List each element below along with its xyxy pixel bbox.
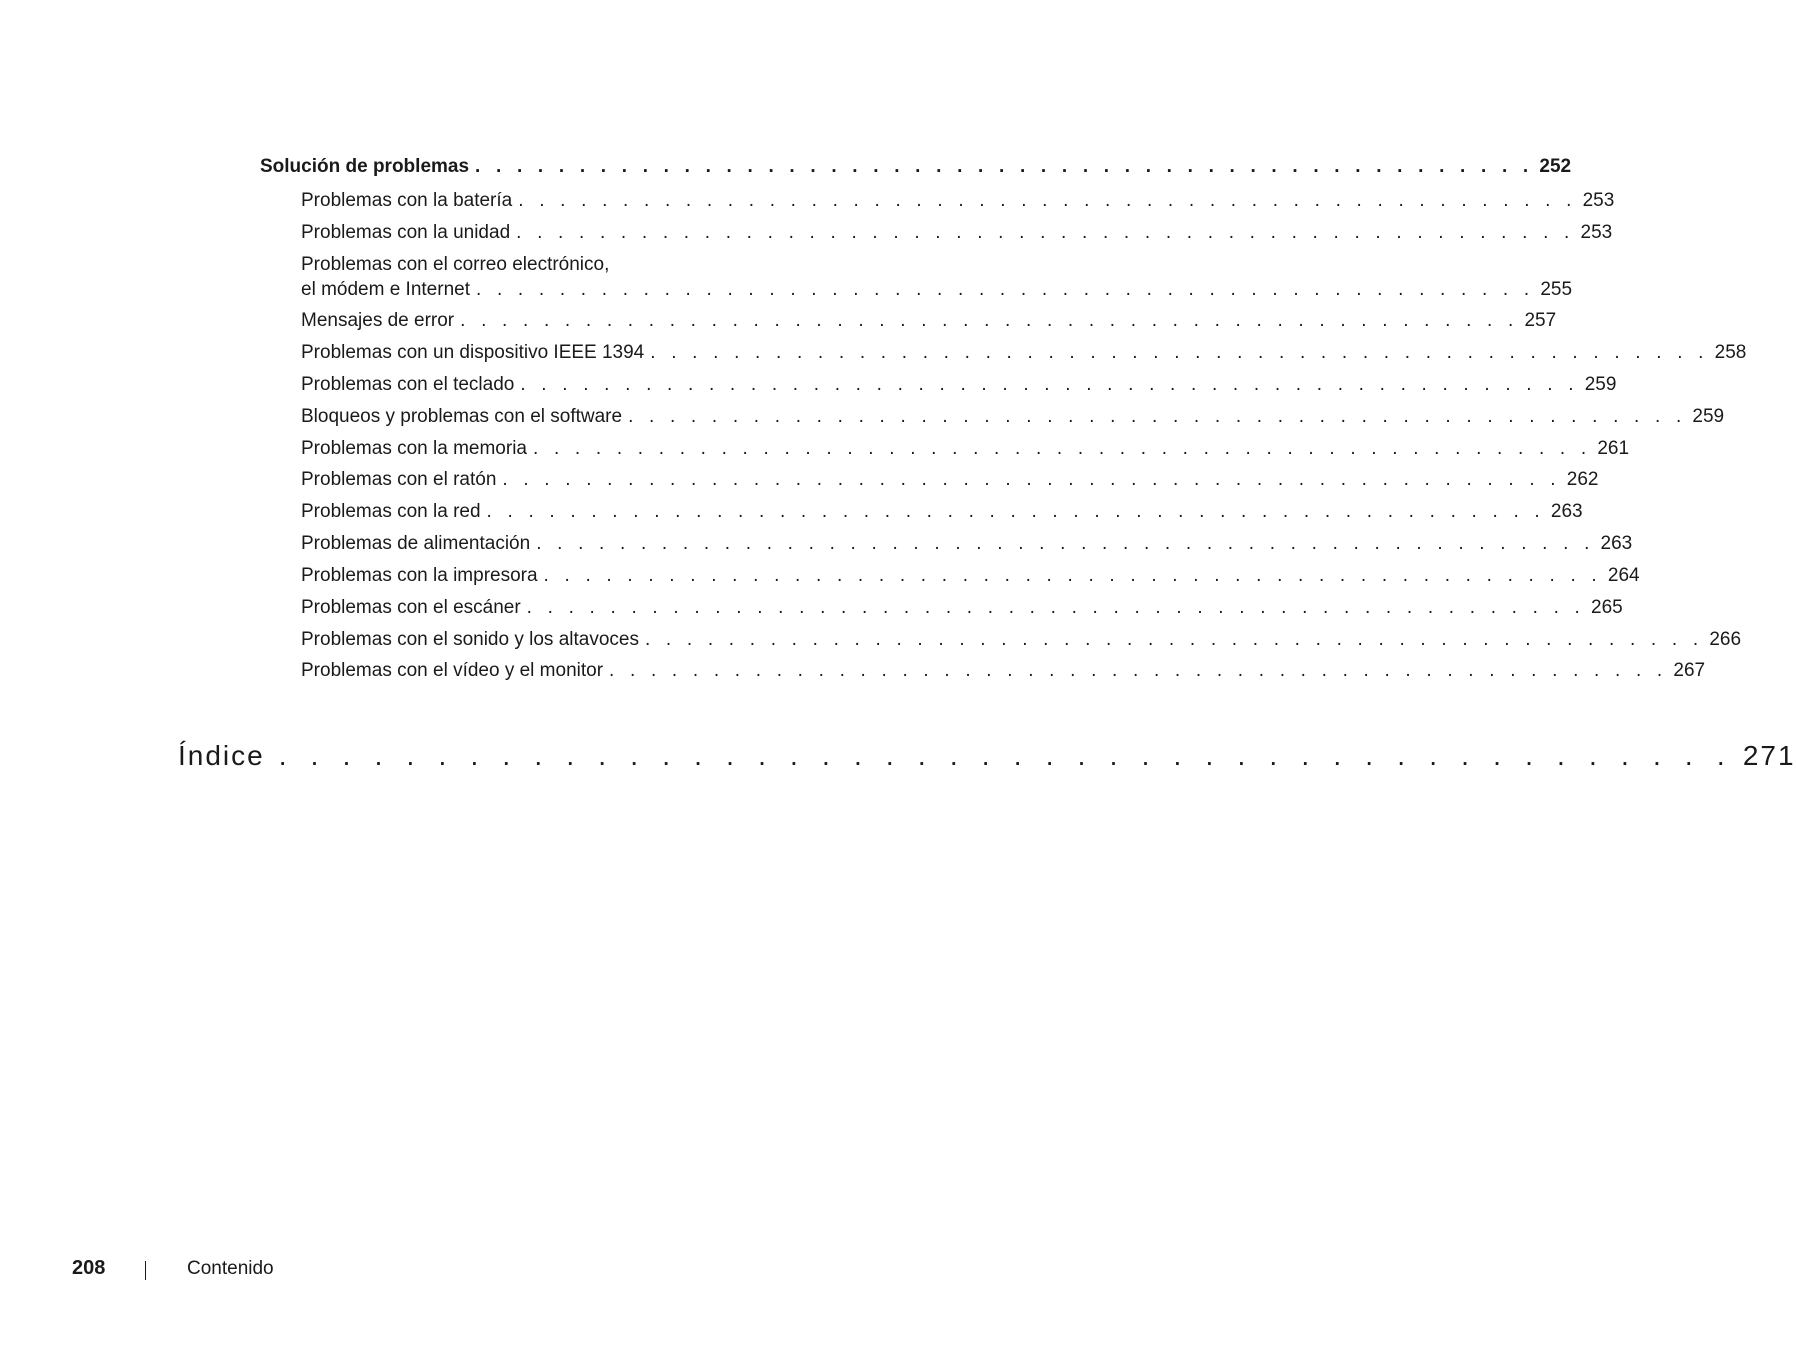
dot-leader: . . . . . . . . . . . . . . . . . . . . . . . . . . . . . . . . . . . . . . . . . . . . . . . . . . . [520, 374, 1579, 395]
dot-leader: . . . . . . . . . . . . . . . . . . . . . . . . . . . . . . . . . . . . . . . . . . . . . . . . . . . [644, 629, 1704, 650]
toc-entry-page: 261 [1597, 438, 1630, 459]
toc-section-entry[interactable] [260, 155, 1572, 179]
dot-leader: . . . . . . . . . . . . . . . . . . . . . . . . . . . . . . . . . . . . . . . . . . . . . . [278, 740, 1733, 771]
toc-entry[interactable] [301, 596, 1623, 620]
toc-chapter-page: 271 [1742, 740, 1796, 771]
dot-leader: . . . . . . . . . . . . . . . . . . . . . . . . . . . . . . . . . . . . . . . . . . . . . . . . . . . [460, 310, 1519, 331]
toc-entry[interactable] [301, 341, 1747, 365]
dot-leader: . . . . . . . . . . . . . . . . . . . . . . . . . . . . . . . . . . . . . . . . . . . . . . . . . . . [543, 565, 1602, 586]
toc-entry-page: 259 [1584, 374, 1617, 395]
dot-leader: . . . . . . . . . . . . . . . . . . . . . . . . . . . . . . . . . . . . . . . . . . . . . . . . . . . [609, 660, 1668, 681]
dot-leader: . . . . . . . . . . . . . . . . . . . . . . . . . . . . . . . . . . . . . . . . . . . . . . . . . . . [475, 156, 1534, 177]
toc-entry-label: el módem e Internet [301, 279, 470, 300]
toc-entry-page: 255 [1540, 279, 1573, 300]
toc-entry[interactable] [301, 309, 1557, 333]
toc-entry[interactable] [301, 189, 1615, 213]
toc-entry-label: Problemas con la batería [301, 190, 513, 211]
dot-leader: . . . . . . . . . . . . . . . . . . . . . . . . . . . . . . . . . . . . . . . . . . . . . . . . . . . [532, 438, 1592, 459]
toc-entry[interactable] [301, 468, 1599, 492]
toc-entry[interactable] [301, 532, 1633, 556]
toc-entry-label: Mensajes de error [301, 310, 455, 331]
toc-entry-label: Problemas con un dispositivo IEEE 1394 [301, 342, 645, 363]
toc-entry[interactable] [301, 564, 1640, 588]
toc-entry-page: 263 [1600, 533, 1633, 554]
toc-entry-page: 266 [1709, 629, 1742, 650]
toc-entry[interactable] [301, 628, 1742, 652]
toc-entry[interactable] [301, 373, 1617, 397]
toc-entry-label: Problemas con la red [301, 501, 481, 522]
toc-entry[interactable] [301, 405, 1725, 429]
toc-entry-label: Problemas con la unidad [301, 222, 511, 243]
page-number: 208 [72, 1257, 106, 1279]
dot-leader: . . . . . . . . . . . . . . . . . . . . . . . . . . . . . . . . . . . . . . . . . . . . . . . . . . . [486, 501, 1545, 522]
toc-entry-page: 257 [1524, 310, 1557, 331]
toc-entry-label: Problemas con el escáner [301, 597, 521, 618]
toc-chapter-label: Índice [178, 740, 265, 771]
dot-leader: . . . . . . . . . . . . . . . . . . . . . . . . . . . . . . . . . . . . . . . . . . . . . . . . . . . [526, 597, 1586, 618]
toc-entry[interactable] [301, 500, 1583, 524]
toc-entry[interactable] [301, 278, 1573, 302]
dot-leader: . . . . . . . . . . . . . . . . . . . . . . . . . . . . . . . . . . . . . . . . . . . . . . . . . . . [475, 279, 1535, 300]
toc-entry-page: 253 [1580, 222, 1613, 243]
toc-entry-page: 262 [1566, 469, 1599, 490]
toc-entry-label: Problemas de alimentación [301, 533, 531, 554]
toc-entry-label: Bloqueos y problemas con el software [301, 406, 623, 427]
toc-entry-page: 264 [1607, 565, 1640, 586]
toc-entry-label-line1[interactable]: Problemas con el correo electrónico, [301, 254, 610, 275]
running-footer-title: Contenido [187, 1258, 274, 1279]
toc-entry-page: 259 [1692, 406, 1725, 427]
toc-entry-label: Problemas con la memoria [301, 438, 527, 459]
dot-leader: . . . . . . . . . . . . . . . . . . . . . . . . . . . . . . . . . . . . . . . . . . . . . . . . . . . [502, 469, 1561, 490]
toc-entry-label: Problemas con la impresora [301, 565, 538, 586]
toc-entry-page: 263 [1550, 501, 1583, 522]
dot-leader: . . . . . . . . . . . . . . . . . . . . . . . . . . . . . . . . . . . . . . . . . . . . . . . . . . . [516, 222, 1575, 243]
toc-section-label: Solución de problemas [260, 156, 470, 177]
dot-leader: . . . . . . . . . . . . . . . . . . . . . . . . . . . . . . . . . . . . . . . . . . . . . . . . . . . [628, 406, 1687, 427]
toc-entry-label: Problemas con el sonido y los altavoces [301, 629, 639, 650]
dot-leader: . . . . . . . . . . . . . . . . . . . . . . . . . . . . . . . . . . . . . . . . . . . . . . . . . . . [536, 533, 1595, 554]
toc-entry-label: Problemas con el ratón [301, 469, 497, 490]
toc-section-page: 252 [1539, 156, 1572, 177]
toc-entry-label: Problemas con el teclado [301, 374, 515, 395]
toc-entry-page: 253 [1582, 190, 1615, 211]
footer-divider [145, 1261, 146, 1280]
toc-entry-page: 265 [1591, 597, 1623, 618]
dot-leader: . . . . . . . . . . . . . . . . . . . . . . . . . . . . . . . . . . . . . . . . . . . . . . . . . . . [518, 190, 1577, 211]
toc-entry-page: 258 [1714, 342, 1747, 363]
toc-entry[interactable] [301, 437, 1630, 461]
toc-entry[interactable] [301, 659, 1706, 683]
toc-entry-label: Problemas con el vídeo y el monitor [301, 660, 604, 681]
toc-entry-page: 267 [1673, 660, 1706, 681]
dot-leader: . . . . . . . . . . . . . . . . . . . . . . . . . . . . . . . . . . . . . . . . . . . . . . . . . . . [650, 342, 1709, 363]
toc-entry[interactable] [301, 221, 1613, 245]
toc-chapter-entry[interactable] [178, 739, 1796, 773]
